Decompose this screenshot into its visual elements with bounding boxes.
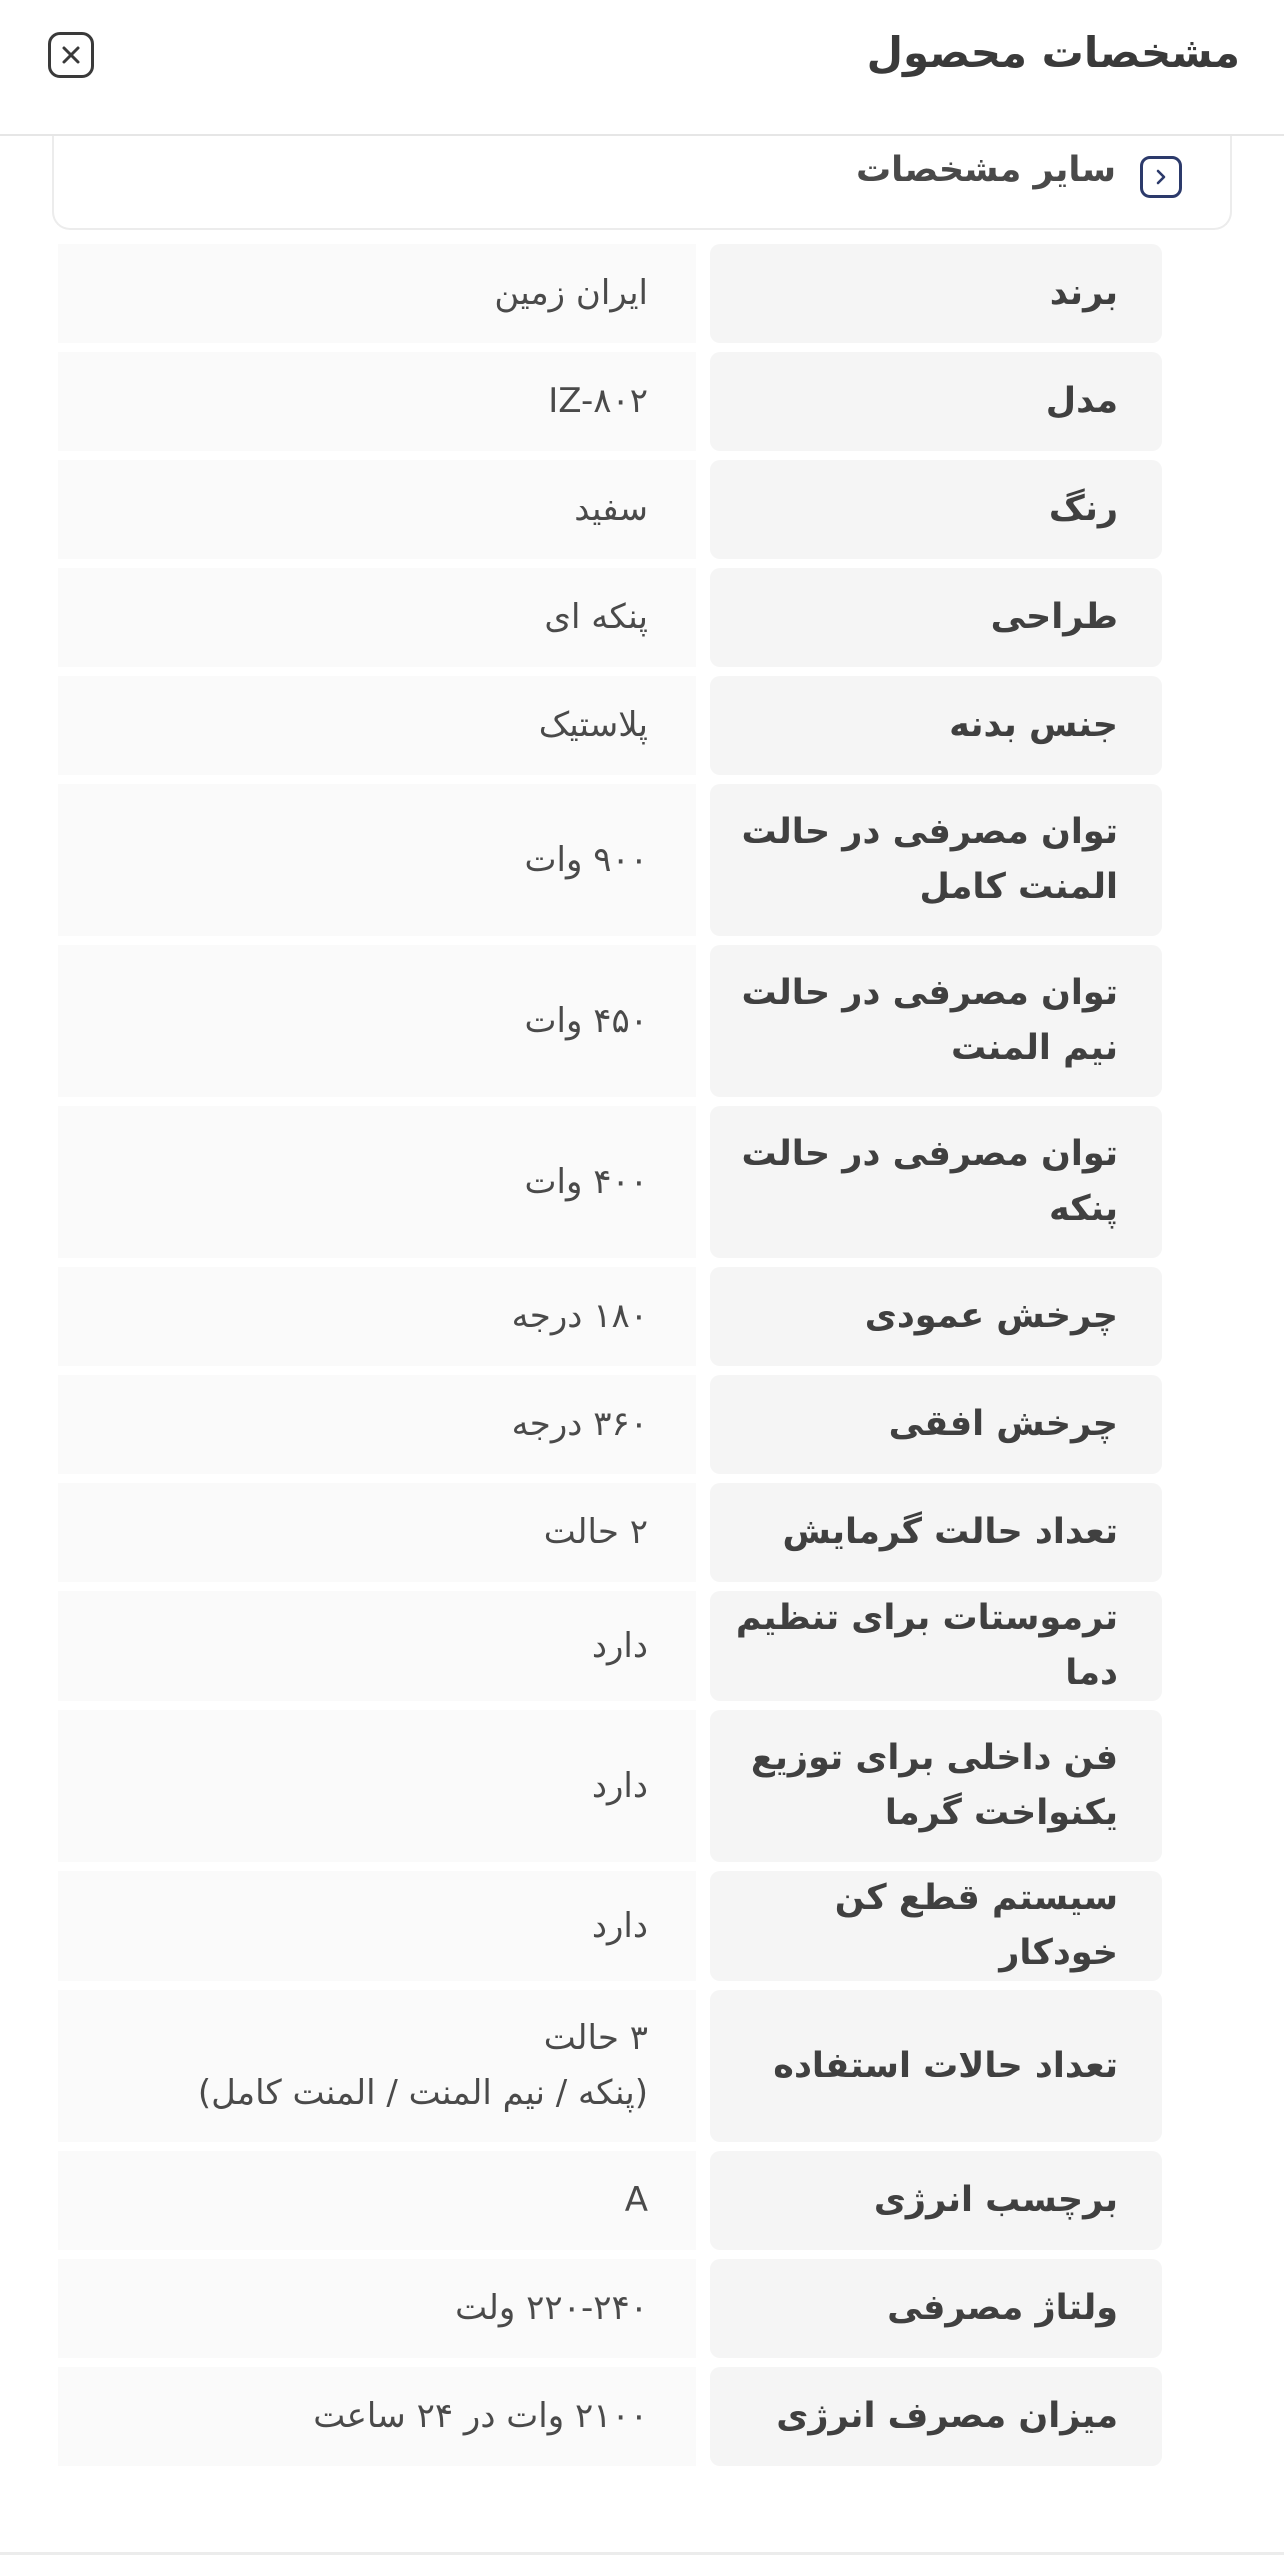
spec-key: مدل [710, 352, 1162, 451]
spec-key: چرخش عمودی [710, 1267, 1162, 1366]
spec-value: ۳ حالت (پنکه / نیم المنت / المنت کامل) [58, 1990, 696, 2142]
spec-value: ۹۰۰ وات [58, 784, 696, 936]
spec-row [58, 1106, 1162, 1258]
spec-value: دارد [58, 1710, 696, 1862]
spec-key: رنگ [710, 460, 1162, 559]
spec-key: تعداد حالات استفاده [710, 1990, 1162, 2142]
spec-value: ایران زمین [58, 244, 696, 343]
spec-key: توان مصرفی در حالت پنکه [710, 1106, 1162, 1258]
spec-value: سفید [58, 460, 696, 559]
spec-value: ۳۶۰ درجه [58, 1375, 696, 1474]
spec-row [58, 2259, 1162, 2358]
spec-value: ۴۵۰ وات [58, 945, 696, 1097]
spec-value: ۲ حالت [58, 1483, 696, 1582]
spec-key: تعداد حالت گرمایش [710, 1483, 1162, 1582]
chevron-icon [1140, 156, 1182, 198]
spec-row [58, 2151, 1162, 2250]
close-icon [61, 45, 81, 65]
spec-row [58, 460, 1162, 559]
spec-list [58, 244, 1162, 2475]
spec-key: برچسب انرژی [710, 2151, 1162, 2250]
spec-row [58, 1591, 1162, 1701]
spec-value: دارد [58, 1591, 696, 1701]
spec-key: ترموستات برای تنظیم دما [710, 1591, 1162, 1701]
spec-value: پنکه ای [58, 568, 696, 667]
page-title: مشخصات محصول [866, 28, 1240, 77]
spec-key: توان مصرفی در حالت نیم المنت [710, 945, 1162, 1097]
spec-key: میزان مصرف انرژی [710, 2367, 1162, 2466]
other-specs-section[interactable] [52, 136, 1232, 230]
spec-key: طراحی [710, 568, 1162, 667]
spec-row [58, 1267, 1162, 1366]
spec-key: توان مصرفی در حالت المنت کامل [710, 784, 1162, 936]
spec-row [58, 945, 1162, 1097]
spec-value: ۲۱۰۰ وات در ۲۴ ساعت [58, 2367, 696, 2466]
close-button[interactable] [48, 32, 94, 78]
spec-key: سیستم قطع کن خودکار [710, 1871, 1162, 1981]
spec-row [58, 1990, 1162, 2142]
spec-value: ۱۸۰ درجه [58, 1267, 696, 1366]
spec-row [58, 1375, 1162, 1474]
spec-key: جنس بدنه [710, 676, 1162, 775]
spec-key: فن داخلی برای توزیع یکنواخت گرما [710, 1710, 1162, 1862]
header [0, 0, 1284, 136]
spec-row [58, 784, 1162, 936]
spec-row [58, 1483, 1162, 1582]
spec-row [58, 676, 1162, 775]
spec-value: ۴۰۰ وات [58, 1106, 696, 1258]
spec-key: برند [710, 244, 1162, 343]
spec-key: ولتاژ مصرفی [710, 2259, 1162, 2358]
spec-row [58, 352, 1162, 451]
spec-row [58, 568, 1162, 667]
spec-key: چرخش افقی [710, 1375, 1162, 1474]
section-label: سایر مشخصات [856, 150, 1116, 190]
spec-value: دارد [58, 1871, 696, 1981]
spec-value: پلاستیک [58, 676, 696, 775]
spec-value: A [58, 2151, 696, 2250]
spec-row [58, 2367, 1162, 2466]
spec-row [58, 1710, 1162, 1862]
spec-row [58, 1871, 1162, 1981]
spec-row [58, 244, 1162, 343]
spec-value: IZ-۸۰۲ [58, 352, 696, 451]
spec-value: ۲۲۰-۲۴۰ ولت [58, 2259, 696, 2358]
